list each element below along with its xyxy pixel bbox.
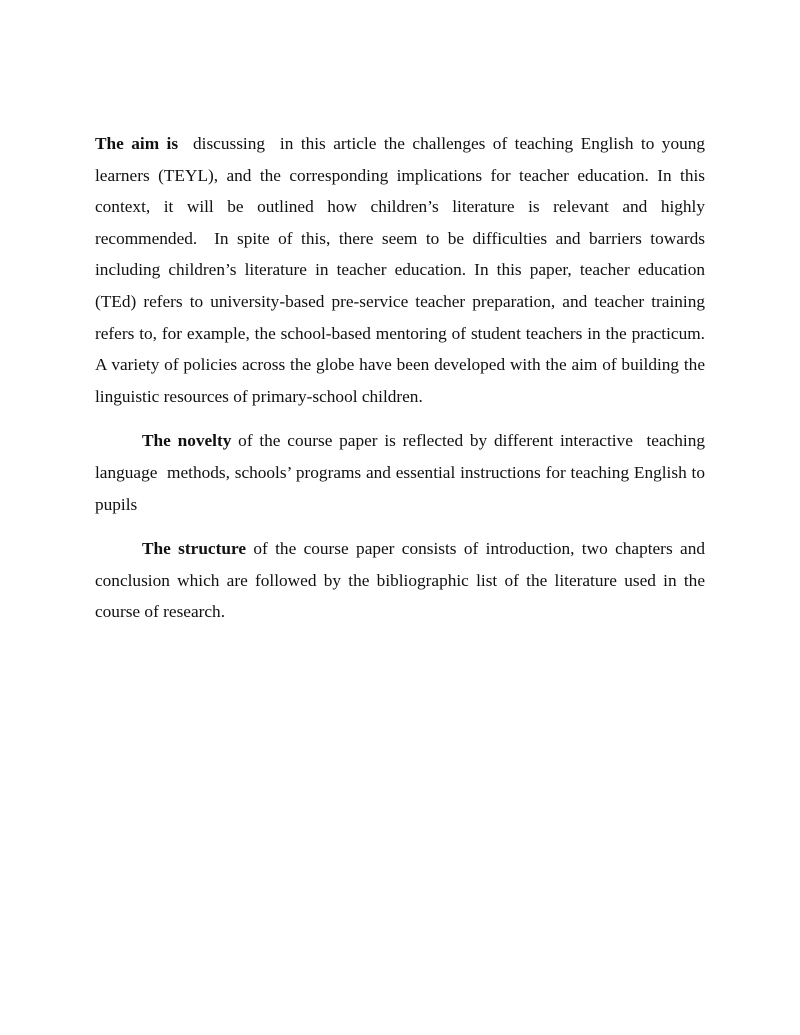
- novelty-heading: The novelty: [142, 431, 232, 451]
- paragraph-structure: [95, 533, 710, 628]
- paragraph-aim: [95, 128, 710, 412]
- paragraph-novelty: [95, 425, 710, 520]
- aim-text: discussing in this article the challenges of teaching English to young learners (TEYL), and the corresponding implications for teacher education. In this context, it will be outlined how children’s literature is relevant and highly recommended. In spite of this, there seem to be difficulties and barriers towards including children’s literature in teacher education. In this paper, teacher education (TEd) refers to university-based pre-service teacher preparation, and teacher training refers to, for example, the school-based mentoring of student teachers in the practicum. A variety of policies across the globe have been developed with the aim of building the linguistic resources of primary-school children.: [95, 134, 710, 406]
- aim-heading: The aim is: [95, 134, 179, 153]
- novelty-text: of the course paper is reflected by different interactive teaching language methods, schools’ programs and essential instructions for teaching English to pupils: [95, 431, 710, 514]
- structure-text: of the course paper consists of introduction, two chapters and conclusion which are followed by the bibliographic list of the literature used in the course of research.: [95, 539, 710, 622]
- structure-heading: The structure: [142, 539, 246, 559]
- document-body: [95, 128, 710, 628]
